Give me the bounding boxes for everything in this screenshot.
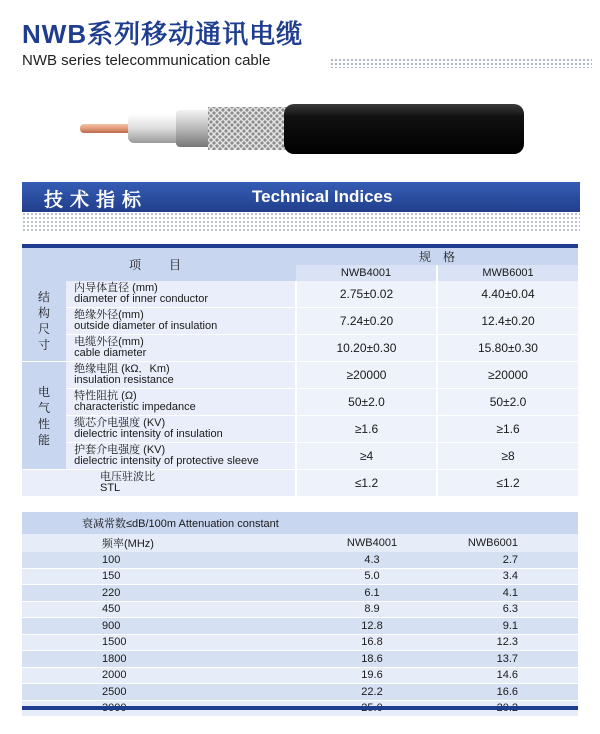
table-row: 220 6.1 4.1 [22,585,578,602]
side-label-electrical: 电 气 性 能 [22,362,66,470]
row-value-2: 15.80±0.30 [437,335,578,362]
col-b-header: NWB6001 [442,534,578,552]
row-item: 电缆外径(mm) cable diameter [66,335,296,362]
col-frequency-header: 频率(MHz) [22,534,302,552]
row-item: 护套介电强度 (KV) dielectric intensity of protective sleeve [66,443,296,470]
item-header: 项 目 [22,248,296,281]
table-row [22,281,578,308]
row-value-1: 50±2.0 [296,389,437,416]
table-row [22,443,578,470]
table-row: 450 8.9 6.3 [22,601,578,618]
cable-image [76,98,528,162]
row-item: 电压驻波比 STL [22,470,296,497]
model-1-header: NWB4001 [296,265,437,281]
attenuation-table [22,512,578,717]
model-2-header: MWB6001 [437,265,578,281]
table-row-stl [22,470,578,497]
banner-title-en: Technical Indices [252,187,393,206]
spec-header-right: 格 [437,248,578,265]
row-item: 绝缘电阻 (kΩ．Km) insulation resistance [66,362,296,389]
table-row: 100 4.3 2.7 [22,552,578,568]
row-value-2: 50±2.0 [437,389,578,416]
table-row [22,308,578,335]
row-value-2: 4.40±0.04 [437,281,578,308]
row-value-2: ≥20000 [437,362,578,389]
col-a-header: NWB4001 [302,534,442,552]
banner-dot-pattern [22,212,580,232]
page-title-cn: NWB系列移动通讯电缆 [22,19,304,49]
dot-pattern [330,58,592,68]
row-value-2: ≥8 [437,443,578,470]
row-value-1: 7.24±0.20 [296,308,437,335]
row-item: 绝缘外径(mm) outside diameter of insulation [66,308,296,335]
side-label-structure: 结 构 尺 寸 [22,281,66,362]
row-value-1: 10.20±0.30 [296,335,437,362]
technical-indices-banner [22,182,580,212]
table-row: 1500 16.8 12.3 [22,634,578,651]
row-value-2: ≥1.6 [437,416,578,443]
table-row [22,362,578,389]
table-row: 2500 22.2 16.6 [22,684,578,701]
spec-header-left: 规 [296,248,437,265]
row-value-2: 12.4±0.20 [437,308,578,335]
attenuation-title: 衰减常数≤dB/100m Attenuation constant [22,512,578,534]
bottom-rule [22,706,578,710]
table-row [22,389,578,416]
row-item: 内导体直径 (mm) diameter of inner conductor [66,281,296,308]
row-value-2: ≤1.2 [437,470,578,497]
banner-title-cn: 技术指标 [44,190,149,211]
table-row: 1800 18.6 13.7 [22,651,578,668]
table-row: 150 5.0 3.4 [22,568,578,585]
row-value-1: ≥4 [296,443,437,470]
table-row: 2000 19.6 14.6 [22,667,578,684]
table-row [22,335,578,362]
row-value-1: ≥1.6 [296,416,437,443]
row-item: 特性阻抗 (Ω) characteristic impedance [66,389,296,416]
row-value-1: ≤1.2 [296,470,437,497]
row-value-1: ≥20000 [296,362,437,389]
page-title-en: NWB series telecommunication cable [22,52,271,69]
row-item: 缆芯介电强度 (KV) dielectric intensity of insulation [66,416,296,443]
spec-table [22,248,578,497]
table-row [22,416,578,443]
row-value-1: 2.75±0.02 [296,281,437,308]
table-row: 900 12.8 9.1 [22,618,578,635]
